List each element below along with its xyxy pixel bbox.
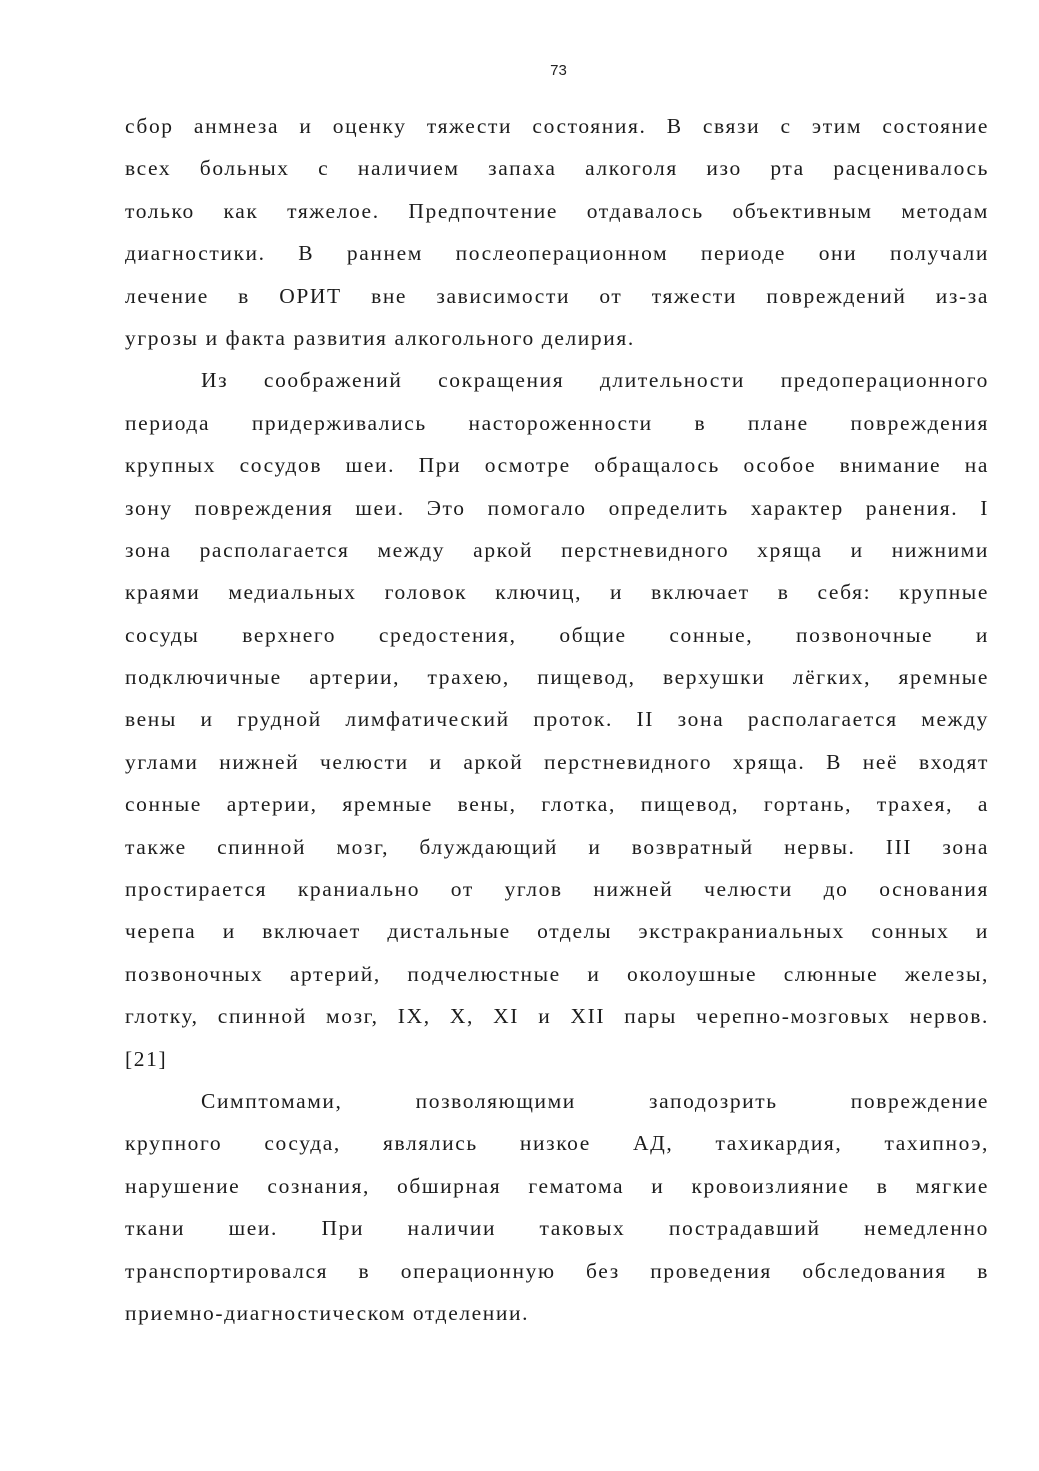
text-line: также спинной мозг, блуждающий и возвратный нервы. III зона xyxy=(125,834,989,859)
text-line: транспортировался в операционную без проведения обследования в xyxy=(125,1258,989,1283)
text-line: крупных сосудов шеи. При осмотре обращалось особое внимание на xyxy=(125,453,989,478)
text-line: ткани шеи. При наличии таковых пострадавший немедленно xyxy=(125,1216,989,1241)
text-line: приемно-диагностическом отделении. xyxy=(125,1300,530,1325)
text-line: зона располагается между аркой перстневидного хряща и нижними xyxy=(125,537,989,562)
text-line: простирается краниально от углов нижней челюсти до основания xyxy=(125,877,989,902)
text-line: только как тяжелое. Предпочтение отдавалось объективным методам xyxy=(125,198,989,223)
page-number: 73 xyxy=(550,62,567,79)
text-line: вены и грудной лимфатический проток. II зона располагается между xyxy=(125,707,989,732)
citation-reference: [21] xyxy=(125,1046,168,1071)
paragraph-anamnesis xyxy=(125,105,989,359)
text-line: периода придерживались настороженности в плане повреждения xyxy=(125,410,989,435)
text-line: крупного сосуда, являлись низкое АД, тахикардия, тахипноэ, xyxy=(125,1131,989,1156)
text-line: углами нижней челюсти и аркой перстневидного хряща. В неё входят xyxy=(125,749,989,774)
text-line: диагностики. В раннем послеоперационном периоде они получали xyxy=(125,241,989,266)
text-line: краями медиальных головок ключиц, и включает в себя: крупные xyxy=(125,580,989,605)
text-line: лечение в ОРИТ вне зависимости от тяжести повреждений из-за xyxy=(125,283,989,308)
text-line: нарушение сознания, обширная гематома и кровоизлияние в мягкие xyxy=(125,1173,989,1198)
text-line: позвоночных артерий, подчелюстные и околоушные слюнные железы, xyxy=(125,961,989,986)
document-body xyxy=(125,105,989,1334)
text-line: сонные артерии, яремные вены, глотка, пищевод, гортань, трахея, а xyxy=(125,792,989,817)
text-line: подключичные артерии, трахею, пищевод, верхушки лёгких, яремные xyxy=(125,665,989,690)
paragraph-symptoms xyxy=(125,1080,989,1334)
paragraph-neck-zones xyxy=(125,359,989,1080)
text-line: угрозы и факта развития алкогольного делирия. xyxy=(125,325,635,350)
text-line: всех больных с наличием запаха алкоголя изо рта расценивалось xyxy=(125,156,989,181)
text-line: сосуды верхнего средостения, общие сонные, позвоночные и xyxy=(125,622,989,647)
text-line: Из соображений сокращения длительности предоперационного xyxy=(201,368,989,393)
text-line: зону повреждения шеи. Это помогало определить характер ранения. I xyxy=(125,495,989,520)
text-line: глотку, спинной мозг, IX, X, XI и XII пары черепно-мозговых нервов. xyxy=(125,1004,989,1029)
text-line: черепа и включает дистальные отделы экстракраниальных сонных и xyxy=(125,919,989,944)
text-line: сбор анмнеза и оценку тяжести состояния. В связи с этим состояние xyxy=(125,114,989,138)
text-line: Симптомами, позволяющими заподозрить повреждение xyxy=(201,1088,989,1113)
